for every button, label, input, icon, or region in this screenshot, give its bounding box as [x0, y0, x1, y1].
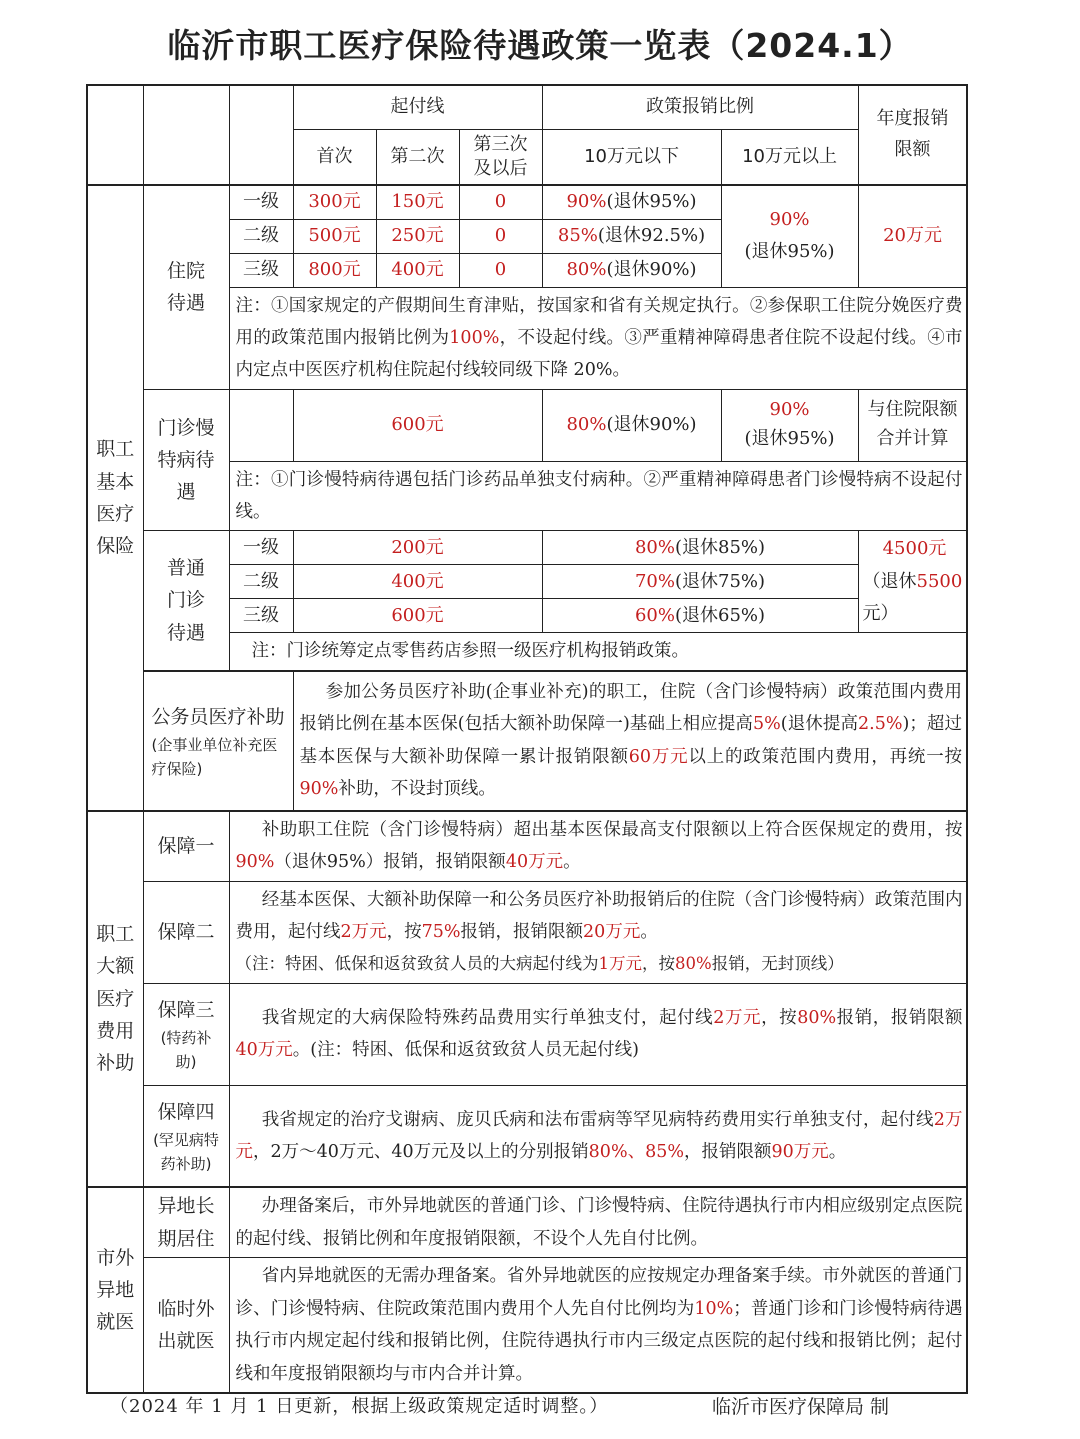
b2-t4: 。 — [640, 921, 658, 942]
b2-t1: 经基本医保、大额补助保障一和公务员医疗补助报销后的住院（含门诊慢特病）政策范围内费用，起付线 — [235, 889, 963, 942]
b1-t1: 补助职工住院（含门诊慢特病）超出基本医保最高支付限额以上符合医保规定的费用，按 — [261, 819, 963, 840]
gongwuyuan-label-sub: (企事业单位补充医疗保险) — [151, 735, 278, 778]
putong-grade-2: 二级 — [229, 565, 293, 599]
putong-rate-3 — [542, 599, 858, 633]
b2-r2: 75% — [421, 921, 461, 942]
zhuyuan-above-retired: (退休95%) — [744, 241, 835, 263]
section-label-jiben — [87, 185, 143, 811]
header-blank-3 — [229, 85, 293, 185]
footer-issuer: 临沂市医疗保障局 制 — [712, 1396, 890, 1418]
gongwuyuan-p1: 参加公务员医疗补助(企事业补充)的职工，住院（含门诊慢特病）政策范围内费用报销比例在基本医保(包括大额补助保障一)基础上相应提高 — [299, 682, 963, 735]
zhuyuan-second-1: 150元 — [376, 185, 459, 219]
manbing-rate-value: 80% — [566, 413, 607, 435]
b4-r3: 90万元 — [771, 1141, 829, 1162]
b2-nr1: 1万元 — [598, 954, 642, 974]
header-disanci: 第三次及以后 — [459, 129, 542, 185]
b3-t1: 我省规定的大病保险特殊药品费用实行单独支付，起付线 — [261, 1007, 714, 1028]
putong-rate-1-value: 80% — [634, 536, 675, 558]
label-zhuyuan — [143, 185, 229, 389]
b2-n2: ，按 — [642, 954, 675, 974]
b4-t2: ，2万～40万元、40万元及以上的分别报销 — [253, 1141, 589, 1162]
zhuyuan-note — [229, 287, 967, 389]
putong-note: 注：门诊统筹定点零售药店参照一级医疗机构报销政策。 — [229, 633, 967, 671]
gongwuyuan-p4: 以上的政策范围内费用，再统一按 — [688, 746, 963, 767]
section-label-yidi — [87, 1187, 143, 1393]
gongwuyuan-p2: (退休提高 — [780, 714, 859, 735]
label-putong — [143, 531, 229, 671]
label-baozhang-1: 保障一 — [143, 811, 229, 881]
manbing-rate-retired: (退休90%) — [606, 413, 697, 435]
temporary-text — [229, 1257, 967, 1393]
b4-sub: (罕见病特药补助) — [153, 1131, 219, 1174]
putong-limit-retired-a: （退休 — [862, 570, 917, 592]
b2-n3: 报销，无封顶线） — [711, 954, 844, 974]
putong-rate-2 — [542, 565, 858, 599]
b3-t4: 。(注：特困、低保和返贫致贫人员无起付线) — [292, 1040, 639, 1061]
b1-r2: 40万元 — [505, 852, 564, 873]
b1-t2: （退休95%）报销，报销限额 — [274, 852, 506, 873]
zhuyuan-note-a: 注：①国家规定的产假期间生育津贴，按国家和省有关规定执行。②参保职工住院分娩医疗费用的政策范围内报销比例为 — [235, 295, 963, 348]
header-blank-1 — [87, 85, 143, 185]
b3-r1: 2万元 — [713, 1007, 762, 1028]
zhuyuan-rate-3 — [542, 253, 721, 287]
temp-r1: 10% — [694, 1298, 734, 1319]
putong-threshold-1: 200元 — [293, 531, 542, 565]
zhuyuan-note-c: ，不设起付线。③严重精神障碍患者住院不设起付线。④市内定点中医医疗机构住院起付线较同级下降 20%。 — [235, 327, 963, 381]
putong-grade-3: 三级 — [229, 599, 293, 633]
putong-limit — [858, 531, 967, 633]
putong-threshold-3: 600元 — [293, 599, 542, 633]
label-baozhang-3 — [143, 983, 229, 1085]
b4-r2: 80%、85% — [588, 1141, 684, 1162]
manbing-rate — [542, 389, 721, 461]
manbing-threshold: 600元 — [293, 389, 542, 461]
b2-r3: 20万元 — [583, 921, 641, 942]
b2-t3: 报销，报销限额 — [460, 921, 584, 942]
b3-sub: (特药补助) — [160, 1029, 212, 1072]
b3-t3: 报销，报销限额 — [836, 1007, 963, 1028]
zhuyuan-rate-3-retired: (退休90%) — [606, 258, 697, 280]
zhuyuan-second-3: 400元 — [376, 253, 459, 287]
zhuyuan-grade-3: 三级 — [229, 253, 293, 287]
b3-r2: 80% — [797, 1007, 837, 1028]
zhuyuan-limit: 20万元 — [858, 185, 967, 287]
putong-threshold-2: 400元 — [293, 565, 542, 599]
b4-t1: 我省规定的治疗戈谢病、庞贝氏病和法布雷病等罕见病特药费用实行单独支付，起付线 — [261, 1109, 934, 1130]
temp-t2: ；普通门诊和门诊慢特病待遇执行市内规定起付线和报销比例，住院待遇执行市内三级定点医院的起付线和报销比例；起付线和年度报销限额均与市内合并计算。 — [235, 1298, 963, 1384]
zhuyuan-grade-1: 一级 — [229, 185, 293, 219]
section-label-dae-text: 职工大额医疗费用补助 — [96, 923, 135, 1075]
page-title: 临沂市职工医疗保险待遇政策一览表（2024.1） — [167, 26, 913, 65]
section-label-yidi-text: 市外异地就医 — [96, 1246, 135, 1334]
b1-r1: 90% — [235, 852, 275, 873]
b2-n1: （注：特困、低保和返贫致贫人员的大病起付线为 — [235, 954, 599, 974]
manbing-blank — [229, 389, 293, 461]
baozhang-1-text — [229, 811, 967, 881]
putong-rate-2-retired: (退休75%) — [674, 570, 766, 592]
b4-label: 保障四 — [157, 1100, 215, 1123]
label-manbing-text: 门诊慢特病待遇 — [157, 416, 215, 504]
baozhang-2-text — [229, 881, 967, 983]
zhuyuan-third-3: 0 — [459, 253, 542, 287]
b2-r1: 2万元 — [340, 921, 387, 942]
zhuyuan-rate-2-retired: (退休92.5%) — [597, 224, 706, 246]
putong-rate-3-retired: (退休65%) — [674, 604, 766, 626]
long-term-text: 办理备案后，市外异地就医的普通门诊、门诊慢特病、住院待遇执行市内相应级别定点医院的起付线、报销比例和年度报销限额，不设个人先自付比例。 — [229, 1187, 967, 1257]
gongwuyuan-p5: 补助，不设封顶线。 — [338, 779, 496, 800]
zhuyuan-above — [721, 185, 858, 287]
b2-t2: ，按 — [386, 921, 422, 942]
baozhang-4-text — [229, 1085, 967, 1187]
label-putong-text: 普通门诊待遇 — [166, 557, 205, 644]
header-blank-2 — [143, 85, 229, 185]
header-above-10w: 10万元以上 — [721, 129, 858, 185]
footer-note: （2024 年 1 月 1 日更新，根据上级政策规定适时调整。） — [110, 1396, 609, 1417]
header-baoxiao-bili: 政策报销比例 — [542, 85, 858, 129]
label-zhuyuan-text: 住院待遇 — [166, 260, 205, 315]
header-shouci: 首次 — [293, 129, 376, 185]
section-label-gongwuyuan — [143, 671, 293, 811]
gongwuyuan-p3: )；超过基本医保与大额补助保障一累计报销限额 — [299, 714, 963, 767]
manbing-above-retired: (退休95%) — [744, 428, 835, 450]
zhuyuan-first-2: 500元 — [293, 219, 376, 253]
gongwuyuan-r4: 90% — [299, 779, 339, 800]
b3-t2: ，按 — [761, 1007, 798, 1028]
zhuyuan-third-2: 0 — [459, 219, 542, 253]
putong-rate-2-value: 70% — [634, 570, 675, 592]
zhuyuan-grade-2: 二级 — [229, 219, 293, 253]
zhuyuan-above-rate: 90% — [769, 208, 810, 230]
header-qifuxian: 起付线 — [293, 85, 542, 129]
zhuyuan-rate-2-value: 85% — [557, 224, 598, 246]
putong-limit-value: 4500元 — [882, 538, 947, 560]
manbing-limit: 与住院限额合并计算 — [858, 389, 967, 461]
section-label-dae — [87, 811, 143, 1187]
b3-r3: 40万元 — [235, 1040, 293, 1061]
putong-grade-1: 一级 — [229, 531, 293, 565]
zhuyuan-rate-1-retired: (退休95%) — [606, 191, 697, 212]
b4-t3: ，报销限额 — [683, 1141, 772, 1162]
manbing-note: 注：①门诊慢特病待遇包括门诊药品单独支付病种。②严重精神障碍患者门诊慢特病不设起付线。 — [229, 461, 967, 531]
policy-table — [86, 84, 968, 1394]
zhuyuan-rate-3-value: 80% — [566, 258, 607, 280]
label-temporary: 临时外出就医 — [143, 1257, 229, 1393]
b4-t4: 。 — [828, 1141, 847, 1162]
b3-label: 保障三 — [157, 998, 215, 1021]
zhuyuan-rate-1 — [542, 185, 721, 219]
label-baozhang-4 — [143, 1085, 229, 1187]
gongwuyuan-r3: 60万元 — [628, 746, 689, 767]
putong-rate-3-value: 60% — [634, 604, 675, 626]
putong-rate-1-retired: (退休85%) — [674, 536, 766, 558]
manbing-above-rate: 90% — [769, 399, 810, 421]
b4-r1: 2万元 — [235, 1109, 963, 1162]
putong-limit-retired-b: 5500 — [916, 570, 963, 592]
zhuyuan-third-1: 0 — [459, 185, 542, 219]
header-below-10w: 10万元以下 — [542, 129, 721, 185]
putong-limit-retired-c: 元） — [862, 603, 899, 625]
b2-nr2: 80% — [675, 954, 712, 974]
b1-t3: 。 — [563, 852, 581, 873]
baozhang-3-text — [229, 983, 967, 1085]
gongwuyuan-text — [293, 671, 967, 811]
gongwuyuan-label-main: 公务员医疗补助 — [151, 705, 285, 728]
header-niandu: 年度报销限额 — [858, 85, 967, 185]
putong-rate-1 — [542, 531, 858, 565]
gongwuyuan-r1: 5% — [753, 714, 781, 735]
label-manbing — [143, 389, 229, 531]
temp-t1: 省内异地就医的无需办理备案。省外异地就医的应按规定办理备案手续。市外就医的普通门诊、门诊慢特病、住院政策范围内费用个人先自付比例均为 — [235, 1266, 963, 1319]
section-label-jiben-text: 职工基本医疗保险 — [96, 438, 135, 558]
manbing-above — [721, 389, 858, 461]
label-long-term: 异地长期居住 — [143, 1187, 229, 1257]
zhuyuan-rate-2 — [542, 219, 721, 253]
zhuyuan-rate-1-value: 90% — [566, 191, 607, 212]
label-baozhang-2: 保障二 — [143, 881, 229, 983]
header-dierci: 第二次 — [376, 129, 459, 185]
zhuyuan-note-b: 100% — [449, 327, 500, 348]
zhuyuan-first-3: 800元 — [293, 253, 376, 287]
gongwuyuan-r2: 2.5% — [858, 714, 903, 735]
zhuyuan-first-1: 300元 — [293, 185, 376, 219]
zhuyuan-second-2: 250元 — [376, 219, 459, 253]
